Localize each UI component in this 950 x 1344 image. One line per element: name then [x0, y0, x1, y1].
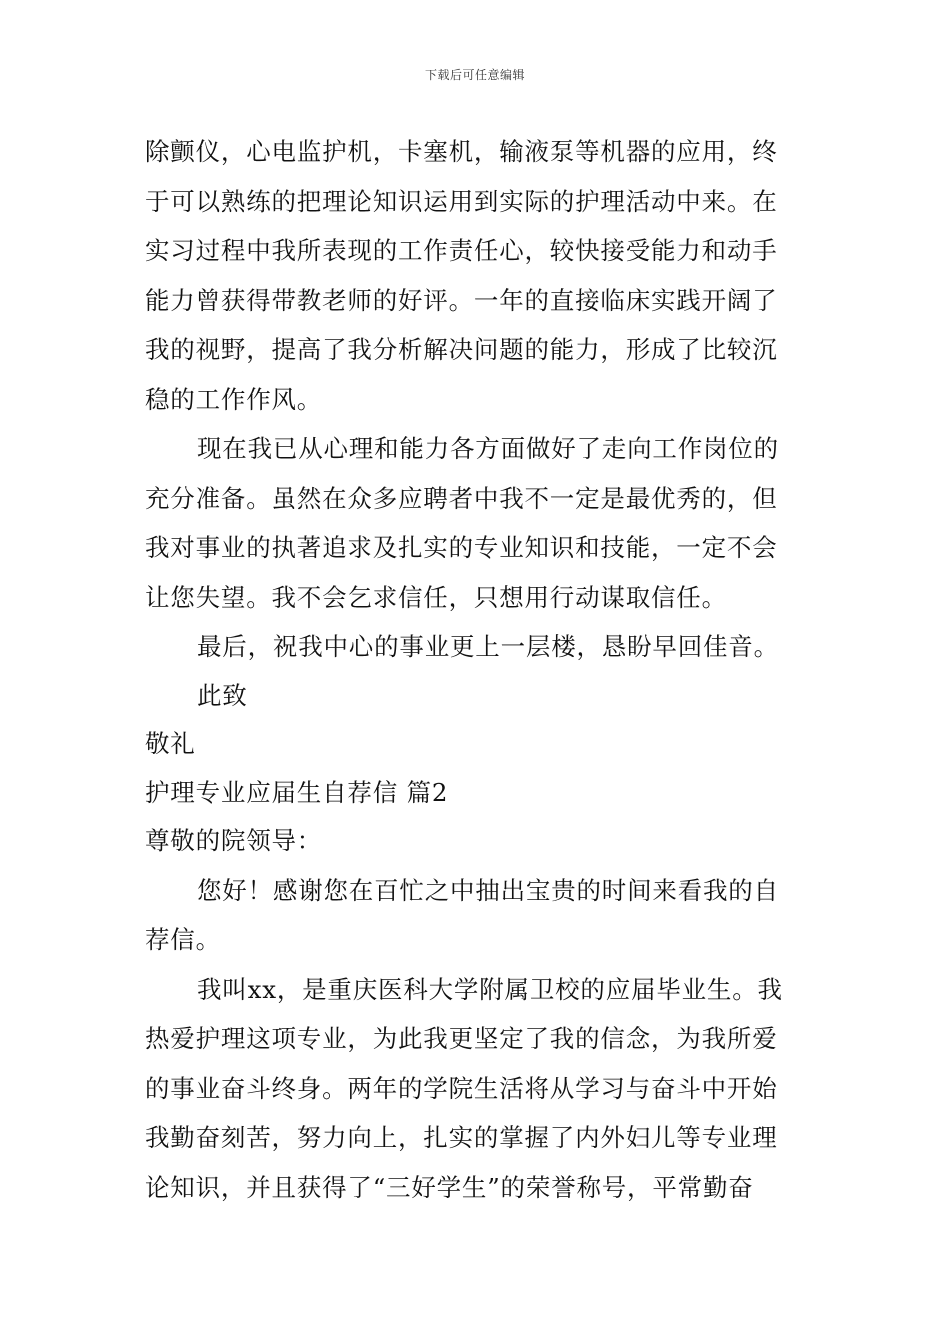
greeting: 尊敬的院领导： [145, 826, 323, 855]
text-line: 最后，祝我中心的事业更上一层楼，恳盼早回佳音。 [197, 632, 779, 661]
text-line: 荐信。 [145, 925, 221, 954]
text-line: 我勤奋刻苦，努力向上，扎实的掌握了内外妇儿等专业理 [145, 1123, 778, 1152]
text-line: 您好！感谢您在百忙之中抽出宝贵的时间来看我的自 [197, 875, 779, 905]
closing-salutation: 此致 [197, 680, 248, 710]
text-line: 热爱护理这项专业，为此我更坚定了我的信念，为我所爱 [145, 1024, 778, 1053]
text-line: 我叫xx，是重庆医科大学附属卫校的应届毕业生。我 [197, 974, 783, 1004]
text-line: 稳的工作作风。 [145, 384, 323, 414]
text-line: 我的视野，提高了我分析解决问题的能力，形成了比较沉 [145, 335, 778, 364]
header-note: 下载后可任意编辑 [424, 68, 525, 82]
text-line: 的事业奋斗终身。两年的学院生活将从学习与奋斗中开始 [145, 1073, 778, 1103]
closing-salutation: 敬礼 [145, 729, 196, 758]
text-line: 于可以熟练的把理论知识运用到实际的护理活动中来。在 [145, 186, 778, 216]
text-line: 我对事业的执著追求及扎实的专业知识和技能，一定不会 [145, 533, 778, 562]
text-line: 能力曾获得带教老师的好评。一年的直接临床实践开阔了 [145, 285, 778, 315]
text-line: 论知识，并且获得了“三好学生”的荣誉称号，平常勤奋 [145, 1172, 754, 1202]
text-line: 除颤仪，心电监护机，卡塞机，输液泵等机器的应用，终 [145, 137, 778, 166]
text-line: 实习过程中我所表现的工作责任心，较快接受能力和动手 [145, 236, 778, 265]
text-line: 现在我已从心理和能力各方面做好了走向工作岗位的 [197, 434, 779, 463]
text-line: 让您失望。我不会乞求信任，只想用行动谋取信任。 [145, 582, 727, 612]
text-line: 充分准备。虽然在众多应聘者中我不一定是最优秀的，但 [145, 483, 778, 513]
section-title: 护理专业应届生自荐信 篇2 [145, 777, 449, 807]
letter-body [145, 127, 810, 1212]
